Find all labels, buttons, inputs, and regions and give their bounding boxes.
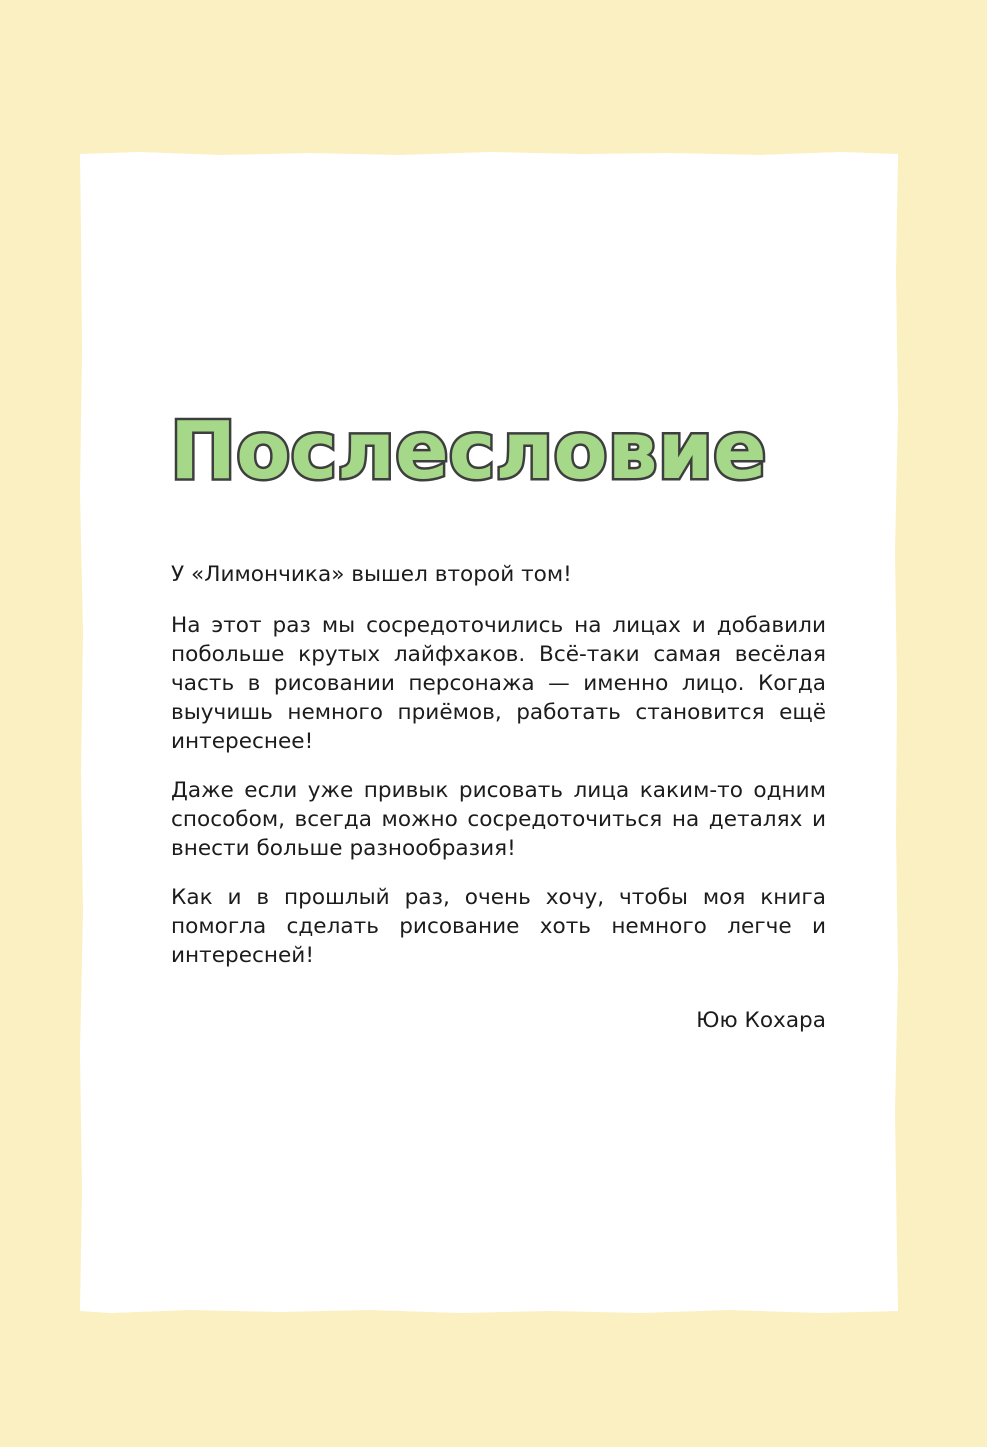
paragraph-2: На этот раз мы сосредоточились на лицах и добавили побольше крутых лайфхаков. Всё-таки самая весёлая часть в рисовании персонажа — именно лицо. Когда выучишь немного приёмов, работать становится ещё интереснее! xyxy=(171,613,826,754)
afterword-text xyxy=(171,560,826,990)
author-signature: Юю Кохара xyxy=(696,1008,826,1033)
page-title: Послесловие xyxy=(170,405,767,497)
paragraph-3: Даже если уже привык рисовать лица каким-то одним способом, всегда можно сосредоточиться на деталях и внести больше разнообразия! xyxy=(171,778,826,861)
paragraph-4: Как и в прошлый раз, очень хочу, чтобы моя книга помогла сделать рисование хоть немного легче и интересней! xyxy=(171,885,826,968)
paragraph-1: У «Лимончика» вышел второй том! xyxy=(171,562,572,587)
